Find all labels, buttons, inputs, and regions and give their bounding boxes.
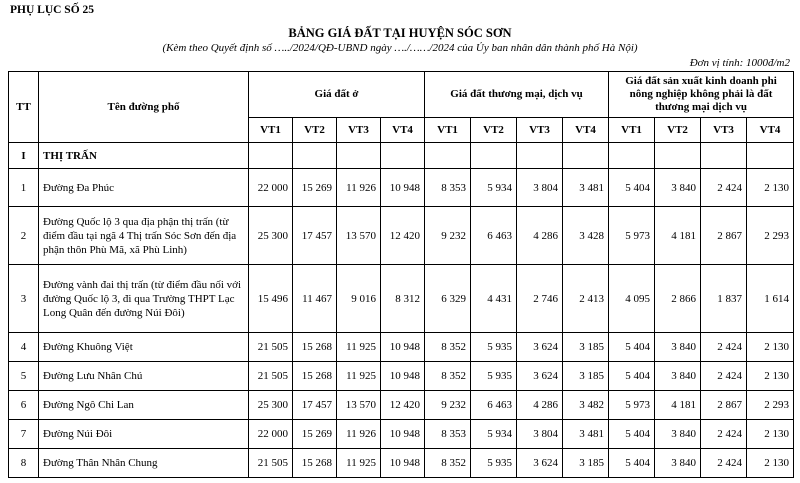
price-cell: 13 570 bbox=[337, 391, 381, 420]
price-cell: 13 570 bbox=[337, 207, 381, 265]
price-cell: 9 016 bbox=[337, 265, 381, 333]
col-position-header: VT1 bbox=[249, 118, 293, 143]
price-cell: 5 935 bbox=[471, 333, 517, 362]
price-cell: 3 185 bbox=[563, 362, 609, 391]
street-name: Đường Núi Đôi bbox=[39, 420, 249, 449]
price-cell: 2 413 bbox=[563, 265, 609, 333]
street-name: Đường Lưu Nhân Chú bbox=[39, 362, 249, 391]
price-cell: 5 404 bbox=[609, 333, 655, 362]
table-row bbox=[9, 391, 794, 420]
table-row bbox=[9, 362, 794, 391]
table-row bbox=[9, 449, 794, 478]
price-cell: 15 496 bbox=[249, 265, 293, 333]
price-cell: 8 352 bbox=[425, 449, 471, 478]
table-body bbox=[9, 143, 794, 478]
price-cell: 5 934 bbox=[471, 420, 517, 449]
price-cell: 3 840 bbox=[655, 449, 701, 478]
price-cell: 9 232 bbox=[425, 207, 471, 265]
price-table bbox=[8, 71, 794, 478]
col-position-header: VT1 bbox=[609, 118, 655, 143]
price-cell: 5 404 bbox=[609, 420, 655, 449]
price-cell: 6 463 bbox=[471, 391, 517, 420]
street-name: Đường Thân Nhân Chung bbox=[39, 449, 249, 478]
row-number: 6 bbox=[9, 391, 39, 420]
price-cell: 9 232 bbox=[425, 391, 471, 420]
price-cell: 12 420 bbox=[381, 207, 425, 265]
price-cell: 8 353 bbox=[425, 420, 471, 449]
price-cell: 17 457 bbox=[293, 391, 337, 420]
col-position-header: VT4 bbox=[747, 118, 794, 143]
price-cell: 6 463 bbox=[471, 207, 517, 265]
price-cell: 3 481 bbox=[563, 169, 609, 207]
row-number: 3 bbox=[9, 265, 39, 333]
row-number: 4 bbox=[9, 333, 39, 362]
price-cell: 3 840 bbox=[655, 333, 701, 362]
price-cell: 15 268 bbox=[293, 362, 337, 391]
price-cell: 2 424 bbox=[701, 420, 747, 449]
row-number: 1 bbox=[9, 169, 39, 207]
price-cell: 21 505 bbox=[249, 333, 293, 362]
price-cell: 11 467 bbox=[293, 265, 337, 333]
col-position-header: VT2 bbox=[655, 118, 701, 143]
table-row bbox=[9, 333, 794, 362]
appendix-label: PHỤ LỤC SỐ 25 bbox=[10, 4, 95, 16]
col-position-header: VT2 bbox=[471, 118, 517, 143]
price-cell: 2 424 bbox=[701, 449, 747, 478]
price-cell: 3 804 bbox=[517, 169, 563, 207]
price-cell: 22 000 bbox=[249, 420, 293, 449]
price-cell: 5 935 bbox=[471, 449, 517, 478]
col-position-header: VT2 bbox=[293, 118, 337, 143]
price-cell: 2 424 bbox=[701, 169, 747, 207]
col-position-header: VT3 bbox=[517, 118, 563, 143]
price-cell: 10 948 bbox=[381, 420, 425, 449]
price-cell: 5 404 bbox=[609, 362, 655, 391]
price-cell: 2 424 bbox=[701, 333, 747, 362]
price-cell: 2 866 bbox=[655, 265, 701, 333]
price-cell: 4 286 bbox=[517, 207, 563, 265]
price-cell: 17 457 bbox=[293, 207, 337, 265]
row-number: 2 bbox=[9, 207, 39, 265]
price-cell: 2 130 bbox=[747, 362, 794, 391]
price-cell: 4 095 bbox=[609, 265, 655, 333]
price-cell: 12 420 bbox=[381, 391, 425, 420]
price-cell: 15 269 bbox=[293, 169, 337, 207]
col-group-nonagricultural: Giá đất sản xuất kinh doanh phi nông nghiệp không phải là đất thương mại dịch vụ bbox=[609, 72, 794, 118]
price-cell: 3 185 bbox=[563, 333, 609, 362]
price-cell: 8 312 bbox=[381, 265, 425, 333]
price-cell: 6 329 bbox=[425, 265, 471, 333]
table-row bbox=[9, 207, 794, 265]
price-cell: 25 300 bbox=[249, 207, 293, 265]
document-subtitle: (Kèm theo Quyết định số …../2024/QĐ-UBND ngày …./……/2024 của Ủy ban nhân dân thành phố Hà Nội) bbox=[162, 42, 638, 54]
price-cell: 15 268 bbox=[293, 333, 337, 362]
price-cell: 1 837 bbox=[701, 265, 747, 333]
price-cell: 10 948 bbox=[381, 449, 425, 478]
price-cell: 3 840 bbox=[655, 362, 701, 391]
price-cell: 2 130 bbox=[747, 449, 794, 478]
price-cell: 11 926 bbox=[337, 420, 381, 449]
price-cell: 3 840 bbox=[655, 420, 701, 449]
price-cell: 2 293 bbox=[747, 207, 794, 265]
price-cell: 21 505 bbox=[249, 449, 293, 478]
price-cell: 5 973 bbox=[609, 391, 655, 420]
price-cell: 8 352 bbox=[425, 333, 471, 362]
price-cell: 3 428 bbox=[563, 207, 609, 265]
unit-note: Đơn vị tính: 1000đ/m2 bbox=[689, 57, 790, 69]
price-cell: 8 352 bbox=[425, 362, 471, 391]
price-cell: 2 424 bbox=[701, 362, 747, 391]
price-cell: 3 840 bbox=[655, 169, 701, 207]
price-cell: 11 925 bbox=[337, 362, 381, 391]
col-group-commercial: Giá đất thương mại, dịch vụ bbox=[425, 72, 609, 118]
col-position-header: VT3 bbox=[701, 118, 747, 143]
col-position-header: VT1 bbox=[425, 118, 471, 143]
col-position-header: VT3 bbox=[337, 118, 381, 143]
price-cell: 11 925 bbox=[337, 333, 381, 362]
price-cell: 22 000 bbox=[249, 169, 293, 207]
street-name: Đường Quốc lộ 3 qua địa phận thị trấn (từ điểm đầu tại ngã 4 Thị trấn Sóc Sơn đến địa phận thôn Phù Mã, xã Phù Linh) bbox=[39, 207, 249, 265]
price-cell: 2 293 bbox=[747, 391, 794, 420]
col-position-header: VT4 bbox=[563, 118, 609, 143]
price-cell: 4 181 bbox=[655, 391, 701, 420]
price-cell: 3 185 bbox=[563, 449, 609, 478]
section-row bbox=[9, 143, 794, 169]
col-group-residential: Giá đất ở bbox=[249, 72, 425, 118]
price-cell: 2 867 bbox=[701, 207, 747, 265]
price-cell: 2 746 bbox=[517, 265, 563, 333]
row-number: 7 bbox=[9, 420, 39, 449]
price-cell: 3 804 bbox=[517, 420, 563, 449]
col-street-header: Tên đường phố bbox=[39, 72, 249, 143]
price-cell: 11 925 bbox=[337, 449, 381, 478]
table-row bbox=[9, 420, 794, 449]
section-name: THỊ TRẤN bbox=[39, 143, 249, 169]
document-title: BẢNG GIÁ ĐẤT TẠI HUYỆN SÓC SƠN bbox=[288, 26, 512, 40]
table-row bbox=[9, 169, 794, 207]
price-cell: 3 482 bbox=[563, 391, 609, 420]
price-cell: 4 286 bbox=[517, 391, 563, 420]
street-name: Đường Khuông Việt bbox=[39, 333, 249, 362]
price-cell: 5 935 bbox=[471, 362, 517, 391]
price-cell: 10 948 bbox=[381, 333, 425, 362]
street-name: Đường vành đai thị trấn (từ điểm đầu nối với đường Quốc lộ 3, đi qua Trường THPT Lạc Long Quân đến đường Núi Đôi) bbox=[39, 265, 249, 333]
col-position-header: VT4 bbox=[381, 118, 425, 143]
section-number: I bbox=[9, 143, 39, 169]
price-cell: 25 300 bbox=[249, 391, 293, 420]
col-tt-header: TT bbox=[9, 72, 39, 143]
street-name: Đường Đa Phúc bbox=[39, 169, 249, 207]
price-cell: 4 431 bbox=[471, 265, 517, 333]
row-number: 5 bbox=[9, 362, 39, 391]
price-cell: 11 926 bbox=[337, 169, 381, 207]
street-name: Đường Ngô Chi Lan bbox=[39, 391, 249, 420]
price-cell: 8 353 bbox=[425, 169, 471, 207]
price-cell: 1 614 bbox=[747, 265, 794, 333]
price-cell: 3 624 bbox=[517, 362, 563, 391]
row-number: 8 bbox=[9, 449, 39, 478]
table-row bbox=[9, 265, 794, 333]
price-cell: 10 948 bbox=[381, 169, 425, 207]
price-cell: 3 481 bbox=[563, 420, 609, 449]
price-cell: 2 130 bbox=[747, 169, 794, 207]
price-cell: 21 505 bbox=[249, 362, 293, 391]
price-cell: 10 948 bbox=[381, 362, 425, 391]
price-cell: 3 624 bbox=[517, 333, 563, 362]
price-cell: 5 404 bbox=[609, 449, 655, 478]
price-cell: 15 268 bbox=[293, 449, 337, 478]
price-cell: 5 404 bbox=[609, 169, 655, 207]
price-cell: 5 973 bbox=[609, 207, 655, 265]
price-cell: 2 867 bbox=[701, 391, 747, 420]
price-cell: 3 624 bbox=[517, 449, 563, 478]
price-cell: 2 130 bbox=[747, 333, 794, 362]
price-cell: 5 934 bbox=[471, 169, 517, 207]
price-cell: 2 130 bbox=[747, 420, 794, 449]
price-cell: 4 181 bbox=[655, 207, 701, 265]
price-cell: 15 269 bbox=[293, 420, 337, 449]
header-row-groups bbox=[9, 72, 794, 118]
